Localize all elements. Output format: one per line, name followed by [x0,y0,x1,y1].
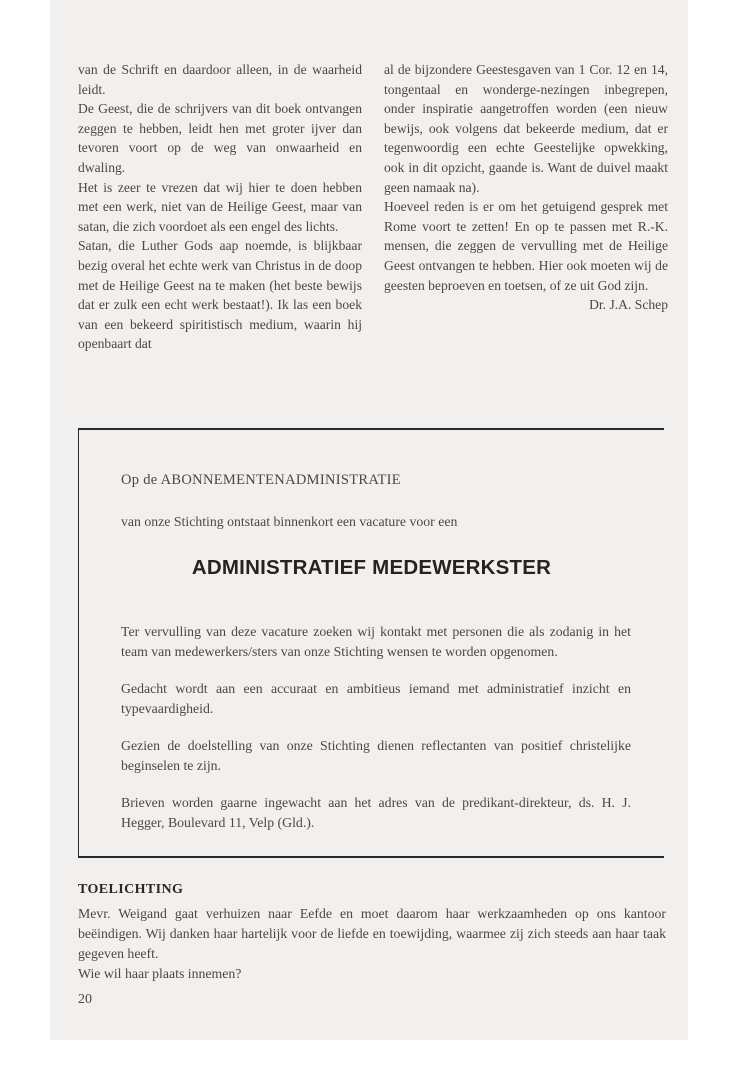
page-number: 20 [78,992,92,1007]
article-paragraph: Het is zeer te vrezen dat wij hier te doen hebben met een werk, niet van de Heilige Geest, maar van satan, die zich voordoet als een engel des lichts. [78,179,362,234]
ad-paragraph: Gedacht wordt aan een accuraat en ambitieus iemand met administratief inzicht en typevaardigheid. [121,681,631,716]
article-left-column [78,60,362,354]
toelichting-question: Wie wil haar plaats innemen? [78,966,242,981]
toelichting-text: Mevr. Weigand gaat verhuizen naar Eefde en moet daarom haar werkzaamheden op ons kantoor beëindigen. Wij danken haar hartelijk voor de liefde en toewijding, waarmee zij zich steeds aan haar taak gegeven heeft. [78,906,666,961]
ad-paragraph: Ter vervulling van deze vacature zoeken wij kontakt met personen die als zodanig in het team van medewerkers/sters van onze Stichting wensen te worden opgenomen. [121,624,631,659]
article-paragraph: van de Schrift en daardoor alleen, in de waarheid leidt. [78,62,362,97]
toelichting-section [78,882,666,984]
ad-intro-line-1: Op de ABONNEMENTENADMINISTRATIE [121,472,401,488]
ad-paragraph: Gezien de doelstelling van onze Stichting dienen reflectanten van positief christelijke beginselen te zijn. [121,738,631,773]
ad-intro-line-2: van onze Stichting ontstaat binnenkort een vacature voor een [121,514,458,529]
article-right-column [384,60,668,315]
article-paragraph: al de bijzondere Geestesgaven van 1 Cor. 12 en 14, tongentaal en wonderge-nezingen inbegrepen, onder inspiratie aangetroffen worden (een nieuw bewijs, ook volgens dat bekeerde medium, dat er tegenwoordig een echte Geestelijke opwekking, ook in dit opzicht, gaande is. Want de duivel maakt geen namaak na). [384,62,668,195]
toelichting-heading: TOELICHTING [78,882,184,897]
ad-headline: ADMINISTRATIEF MEDEWERKSTER [191,556,552,579]
author-signature: Dr. J.A. Schep [589,297,668,313]
article-paragraph: Satan, die Luther Gods aap noemde, is blijkbaar bezig overal het echte werk van Christus in de doop met de Heilige Geest na te maken (het beste bewijs dat er zulk een echt werk bestaat!). Ik las een boek van een bekeerd spiritistisch medium, waarin hij openbaart dat [78,238,362,352]
article-paragraph: Hoeveel reden is er om het getuigend gesprek met Rome voort te zetten! En op te passen met R.-K. mensen, die zeggen de vervulling met de Heilige Geest ontvangen te hebben. Hier ook moeten wij de geesten beproeven en toetsen, of ze uit God zijn. [384,199,668,293]
ad-body [121,622,631,850]
ad-paragraph: Brieven worden gaarne ingewacht aan het adres van de predikant-direkteur, ds. H. J. Hegger, Boulevard 11, Velp (Gld.). [121,795,631,830]
vacancy-advertisement-box [78,428,664,858]
article-paragraph: De Geest, die de schrijvers van dit boek ontvangen zeggen te hebben, leidt hen met groter ijver dan tevoren voort op de weg van onwaarheid en dwaling. [78,101,362,175]
